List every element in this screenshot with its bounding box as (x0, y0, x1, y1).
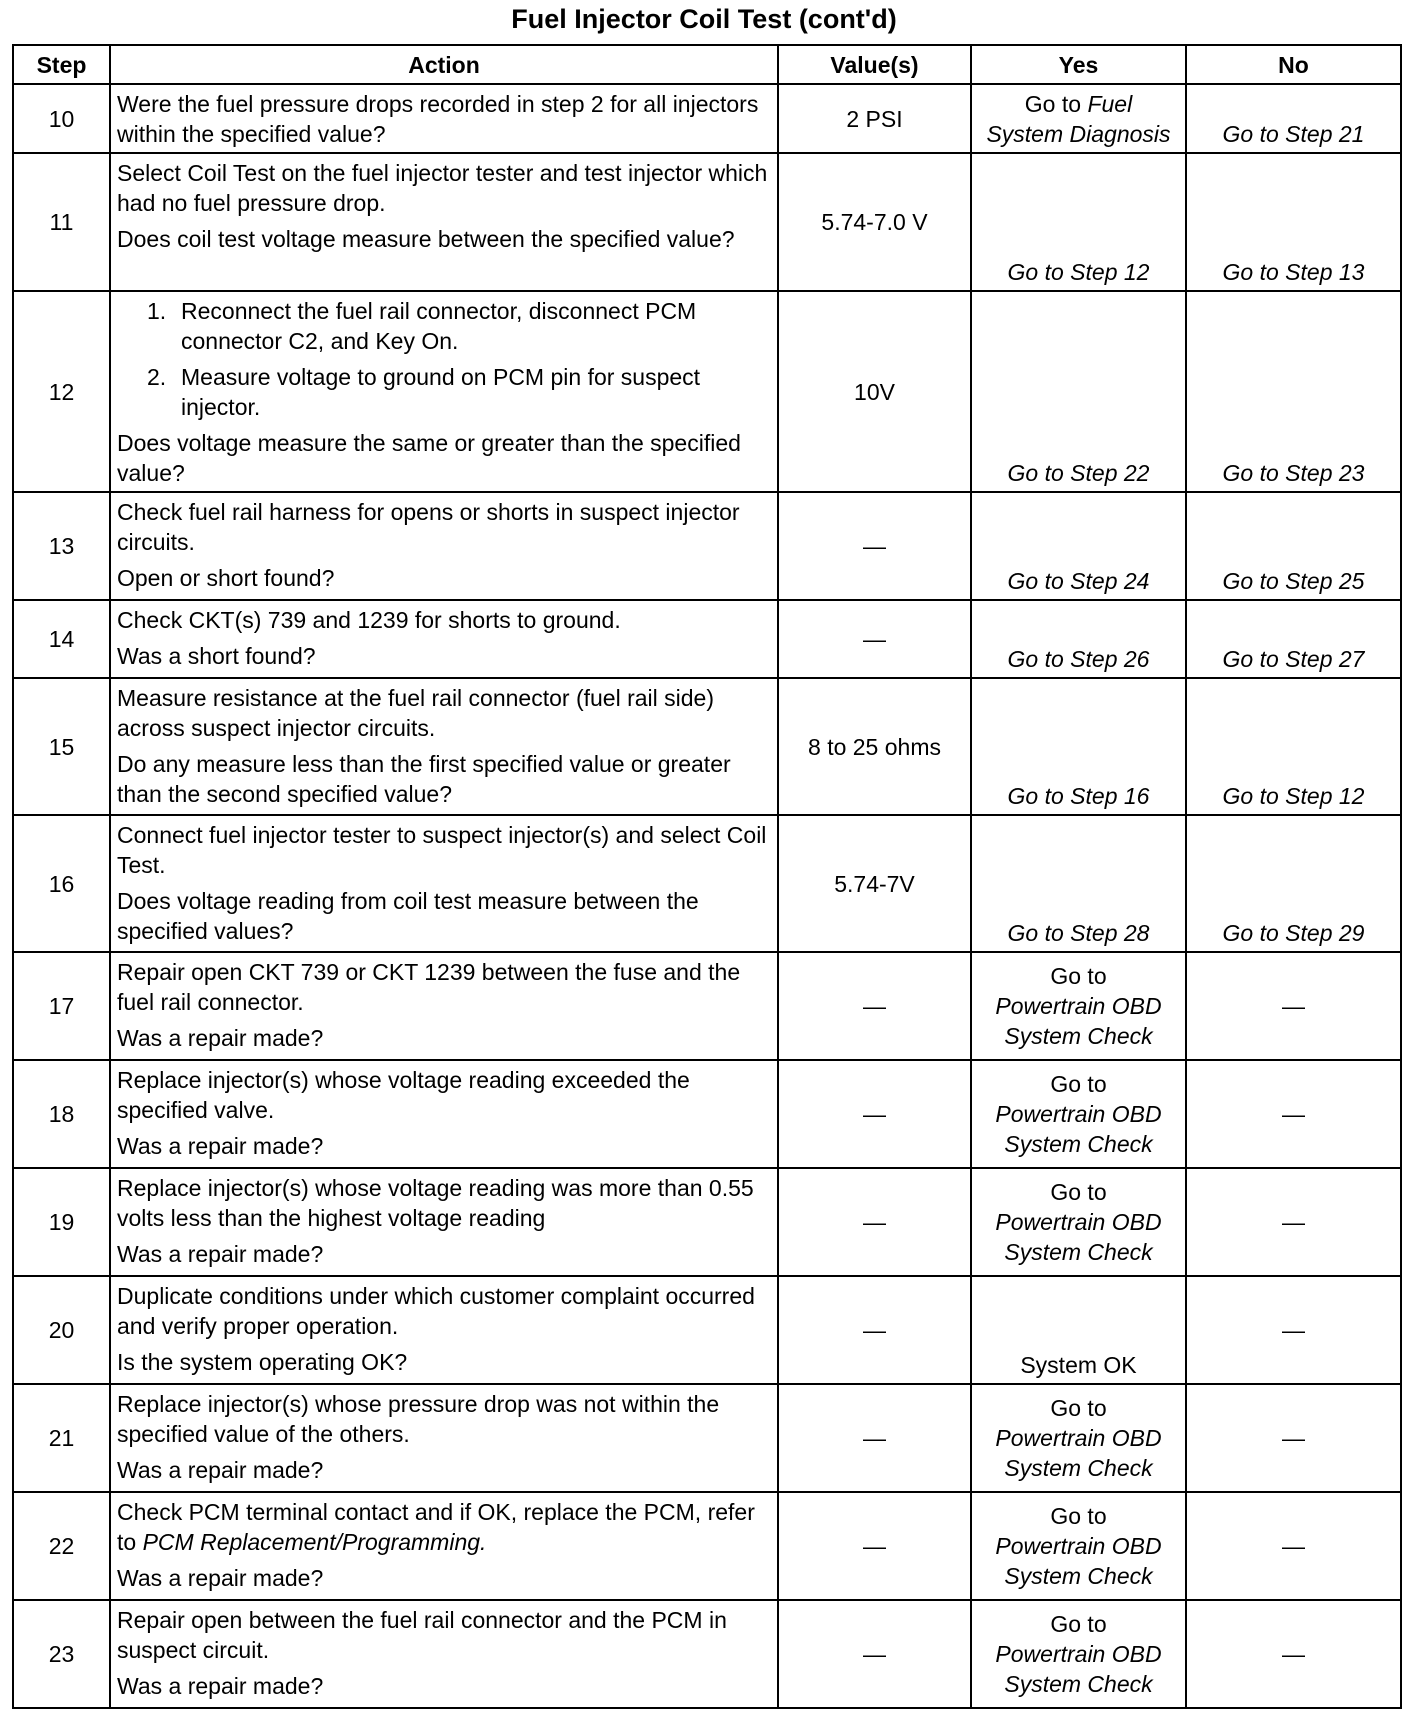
no-cell: — (1186, 1600, 1401, 1708)
action-text: Replace injector(s) whose pressure drop was not within the specified value of the others. (117, 1391, 720, 1447)
no-cell (1186, 600, 1401, 678)
yes-text: Go to Step 12 (1007, 259, 1150, 285)
no-text: Go to Step 25 (1222, 568, 1365, 594)
table-row (13, 153, 1401, 291)
action-question: Was a repair made? (117, 1241, 324, 1267)
no-text: Go to Step 13 (1222, 259, 1365, 285)
yes-text: Go to (1050, 1179, 1107, 1205)
yes-text: Go to (1050, 1611, 1107, 1637)
action-text: Measure resistance at the fuel rail connector (fuel rail side) across suspect injector circuits. (117, 685, 715, 741)
header-action: Action (110, 45, 778, 84)
step-number: 11 (13, 153, 110, 291)
value-cell: 2 PSI (778, 84, 971, 153)
action-text: Check fuel rail harness for opens or shorts in suspect injector circuits. (117, 499, 740, 555)
action-cell (110, 1384, 778, 1492)
yes-text: Go to Step 26 (1007, 646, 1150, 672)
action-question: Was a short found? (117, 643, 316, 669)
action-cell (110, 492, 778, 600)
action-cell (110, 600, 778, 678)
step-number: 22 (13, 1492, 110, 1600)
yes-cell (971, 1384, 1186, 1492)
no-text: Go to Step 27 (1222, 646, 1365, 672)
action-text: Connect fuel injector tester to suspect injector(s) and select Coil Test. (117, 822, 767, 878)
yes-cell (971, 84, 1186, 153)
yes-text: Go to Step 28 (1007, 920, 1150, 946)
value-cell: — (778, 1492, 971, 1600)
yes-cell (971, 678, 1186, 815)
action-text: Repair open CKT 739 or CKT 1239 between the fuse and the fuel rail connector. (117, 959, 741, 1015)
yes-cell: System OK (971, 1276, 1186, 1384)
no-cell: — (1186, 1168, 1401, 1276)
value-cell: 5.74-7.0 V (778, 153, 971, 291)
step-number: 21 (13, 1384, 110, 1492)
no-cell: — (1186, 1276, 1401, 1384)
action-text: Check PCM terminal contact and if OK, replace the PCM, refer to PCM Replacement/Programming. (117, 1499, 755, 1555)
value-cell: — (778, 1600, 971, 1708)
yes-text: Powertrain OBD (995, 1101, 1162, 1127)
no-cell (1186, 291, 1401, 492)
yes-text: Go to Step 16 (1007, 783, 1150, 809)
yes-cell (971, 492, 1186, 600)
no-cell (1186, 815, 1401, 952)
table-row (13, 492, 1401, 600)
yes-text: Go to Step 22 (1007, 460, 1150, 486)
action-text: Replace injector(s) whose voltage reading was more than 0.55 volts less than the highest voltage reading (117, 1175, 754, 1231)
header-row (13, 45, 1401, 84)
yes-cell (971, 1600, 1186, 1708)
action-cell (110, 815, 778, 952)
step-number: 23 (13, 1600, 110, 1708)
yes-text: Go to (1050, 1503, 1107, 1529)
action-question: Was a repair made? (117, 1457, 324, 1483)
table-row (13, 84, 1401, 153)
action-cell (110, 84, 778, 153)
yes-text: Powertrain OBD (995, 1425, 1162, 1451)
action-cell (110, 153, 778, 291)
yes-text: Go to (1024, 90, 1082, 117)
action-text: Duplicate conditions under which customer complaint occurred and verify proper operation. (117, 1283, 755, 1339)
yes-text: Go to (1050, 1395, 1107, 1421)
no-cell (1186, 153, 1401, 291)
yes-italic-text: Fuel (1087, 90, 1133, 117)
list-item: 2. Measure voltage to ground on PCM pin for suspect injector. (147, 364, 701, 420)
action-text: Were the fuel pressure drops recorded in step 2 for all injectors within the specified value? (117, 91, 759, 147)
action-cell (110, 1492, 778, 1600)
step-number: 12 (13, 291, 110, 492)
action-text: Check CKT(s) 739 and 1239 for shorts to ground. (117, 607, 621, 633)
yes-text: System Check (1004, 1023, 1153, 1049)
action-question: Do any measure less than the first specified value or greater than the second specified value? (117, 751, 731, 807)
action-question: Was a repair made? (117, 1025, 324, 1051)
yes-text: System Check (1004, 1239, 1153, 1265)
step-number: 16 (13, 815, 110, 952)
yes-text: System Diagnosis (986, 120, 1171, 147)
table-row (13, 678, 1401, 815)
no-cell (1186, 492, 1401, 600)
yes-cell (971, 291, 1186, 492)
yes-text: Go to Step 24 (1007, 568, 1150, 594)
yes-cell (971, 952, 1186, 1060)
action-text: Repair open between the fuel rail connector and the PCM in suspect circuit. (117, 1607, 727, 1663)
page-title: Fuel Injector Coil Test (cont'd) (511, 4, 897, 34)
no-cell: — (1186, 1060, 1401, 1168)
yes-text: Go to (1050, 1071, 1107, 1097)
no-text: Go to Step 12 (1222, 783, 1365, 809)
yes-text: System Check (1004, 1455, 1153, 1481)
header-no: No (1186, 45, 1401, 84)
yes-cell (971, 153, 1186, 291)
yes-text: Powertrain OBD (995, 1209, 1162, 1235)
action-cell (110, 952, 778, 1060)
table-row (13, 1492, 1401, 1600)
yes-text: Powertrain OBD (995, 993, 1162, 1019)
action-cell (110, 1168, 778, 1276)
step-number: 18 (13, 1060, 110, 1168)
no-text: Go to Step 23 (1222, 460, 1365, 486)
yes-cell (971, 600, 1186, 678)
value-cell: 5.74-7V (778, 815, 971, 952)
no-cell (1186, 678, 1401, 815)
list-item: 1. Reconnect the fuel rail connector, disconnect PCM connector C2, and Key On. (147, 298, 697, 354)
no-cell: — (1186, 1492, 1401, 1600)
action-question: Open or short found? (117, 565, 335, 591)
action-text: Select Coil Test on the fuel injector tester and test injector which had no fuel pressure drop. (117, 160, 768, 216)
no-cell: — (1186, 952, 1401, 1060)
header-values: Value(s) (778, 45, 971, 84)
value-cell: 8 to 25 ohms (778, 678, 971, 815)
yes-text: System Check (1004, 1671, 1153, 1697)
action-text: Replace injector(s) whose voltage reading exceeded the specified valve. (117, 1067, 690, 1123)
value-cell: — (778, 1276, 971, 1384)
yes-text: Powertrain OBD (995, 1533, 1162, 1559)
table-row (13, 815, 1401, 952)
table-row (13, 291, 1401, 492)
value-cell: 10V (778, 291, 971, 492)
reference-link: PCM Replacement/Programming. (142, 1529, 487, 1555)
step-number: 20 (13, 1276, 110, 1384)
yes-cell (971, 1492, 1186, 1600)
yes-text: Go to (1050, 963, 1107, 989)
action-list (117, 296, 771, 422)
table-row (13, 1060, 1401, 1168)
value-cell: — (778, 1384, 971, 1492)
action-question: Is the system operating OK? (117, 1349, 408, 1375)
table-row (13, 600, 1401, 678)
step-number: 10 (13, 84, 110, 153)
header-step: Step (13, 45, 110, 84)
value-cell: — (778, 1168, 971, 1276)
value-cell: — (778, 952, 971, 1060)
no-text: Go to Step 21 (1222, 121, 1365, 147)
diagnostic-table (12, 44, 1402, 1709)
action-question: Was a repair made? (117, 1565, 324, 1591)
yes-text: System Check (1004, 1131, 1153, 1157)
action-cell (110, 1060, 778, 1168)
action-cell (110, 678, 778, 815)
yes-cell (971, 1168, 1186, 1276)
step-number: 17 (13, 952, 110, 1060)
action-question: Was a repair made? (117, 1673, 324, 1699)
action-question: Does voltage measure the same or greater than the specified value? (117, 430, 741, 486)
action-cell (110, 1600, 778, 1708)
step-number: 13 (13, 492, 110, 600)
step-number: 14 (13, 600, 110, 678)
step-number: 15 (13, 678, 110, 815)
action-question: Was a repair made? (117, 1133, 324, 1159)
no-cell: — (1186, 1384, 1401, 1492)
action-cell (110, 1276, 778, 1384)
action-question: Does coil test voltage measure between the specified value? (117, 226, 735, 252)
action-cell (110, 291, 778, 492)
table-row (13, 1384, 1401, 1492)
no-text: Go to Step 29 (1222, 920, 1365, 946)
table-row (13, 1276, 1401, 1384)
table-row (13, 1168, 1401, 1276)
step-number: 19 (13, 1168, 110, 1276)
table-row (13, 1600, 1401, 1708)
value-cell: — (778, 492, 971, 600)
action-question: Does voltage reading from coil test measure between the specified values? (117, 888, 699, 944)
value-cell: — (778, 1060, 971, 1168)
table-row (13, 952, 1401, 1060)
no-cell (1186, 84, 1401, 153)
value-cell: — (778, 600, 971, 678)
header-yes: Yes (971, 45, 1186, 84)
yes-text: System Check (1004, 1563, 1153, 1589)
yes-text: Powertrain OBD (995, 1641, 1162, 1667)
yes-cell (971, 815, 1186, 952)
yes-cell (971, 1060, 1186, 1168)
